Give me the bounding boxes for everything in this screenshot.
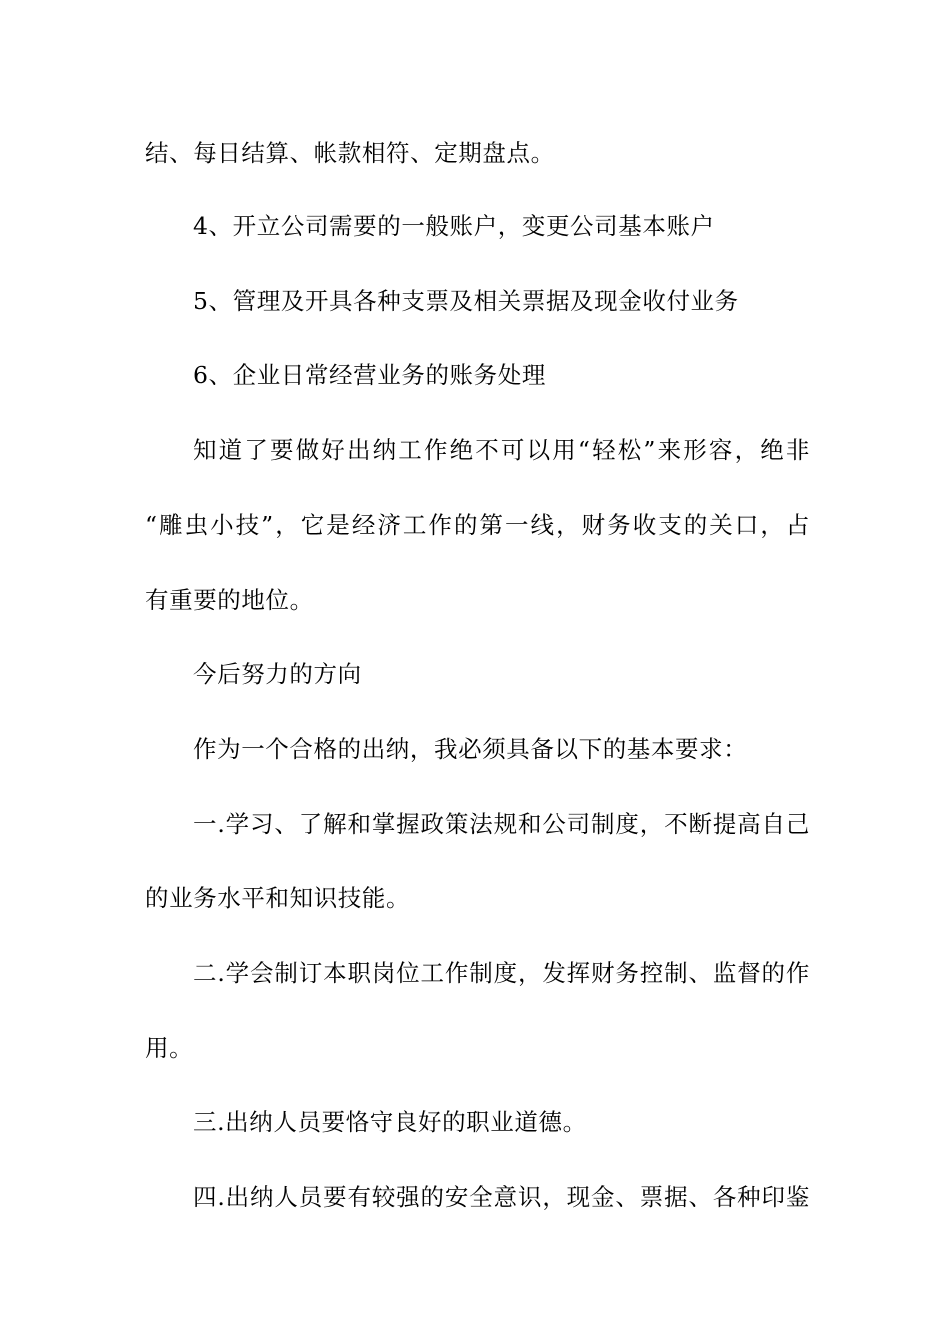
list-item: 一.学习、了解和掌握政策法规和公司制度，不断提高自己 (193, 810, 810, 838)
list-item: 6、企业日常经营业务的账务处理 (193, 361, 546, 389)
list-item: 5、管理及开具各种支票及相关票据及现金收付业务 (193, 287, 739, 315)
paragraph-line: 有重要的地位。 (145, 586, 314, 614)
paragraph-line: “雕虫小技”，它是经济工作的第一线，财务收支的关口，占 (145, 511, 810, 539)
section-heading: 今后努力的方向 (193, 660, 362, 688)
paragraph-line: 的业务水平和知识技能。 (145, 884, 411, 912)
list-item: 四.出纳人员要有较强的安全意识，现金、票据、各种印鉴 (193, 1183, 810, 1211)
paragraph-line: 用。 (145, 1034, 194, 1062)
list-item: 三.出纳人员要恪守良好的职业道德。 (193, 1108, 587, 1136)
text-line: 结、每日结算、帐款相符、定期盘点。 (145, 139, 555, 167)
paragraph-line: 作为一个合格的出纳，我必须具备以下的基本要求： (193, 735, 748, 763)
paragraph-line: 知道了要做好出纳工作绝不可以用“轻松”来形容，绝非 (193, 436, 810, 464)
list-item: 二.学会制订本职岗位工作制度，发挥财务控制、监督的作 (193, 959, 810, 987)
list-item: 4、开立公司需要的一般账户，变更公司基本账户 (193, 212, 715, 240)
